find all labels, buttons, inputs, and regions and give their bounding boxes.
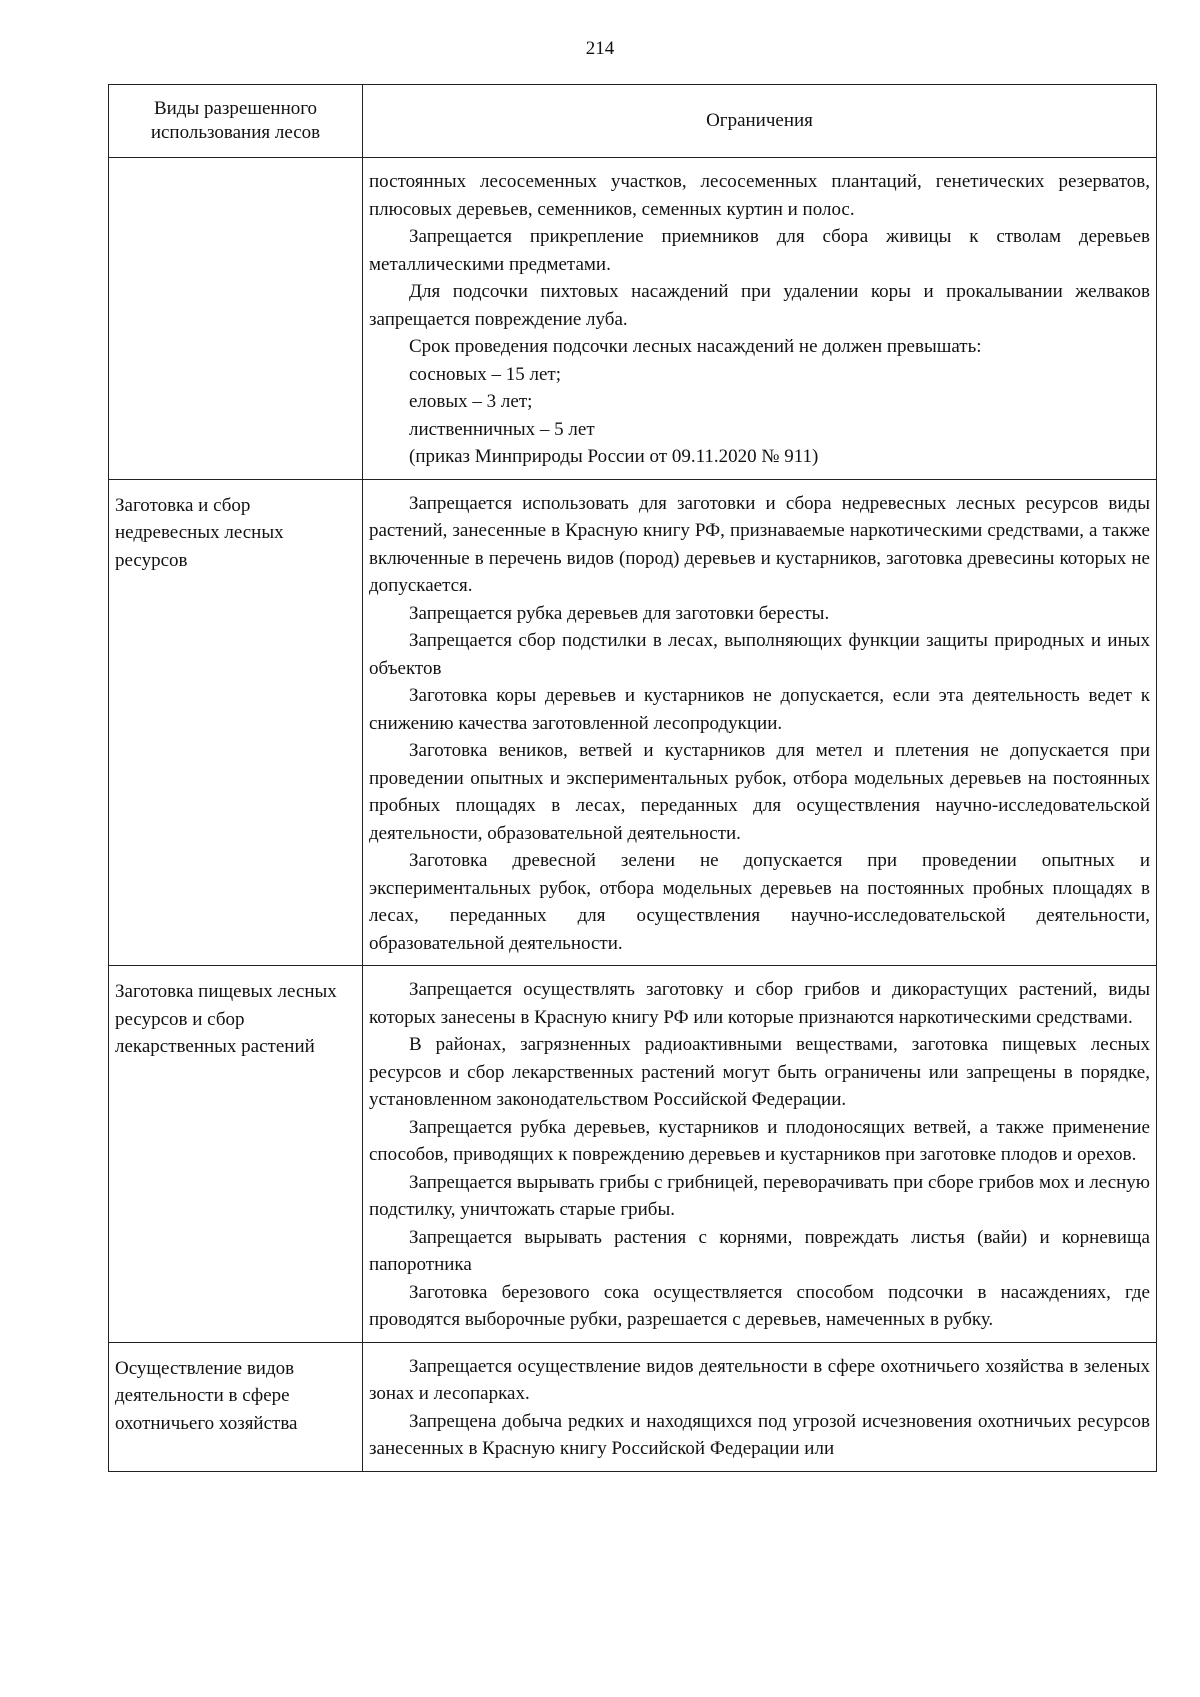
restriction-source-note: (приказ Минприроды России от 09.11.2020 № 911) [409,446,819,467]
row-restrictions [363,1342,1157,1471]
restriction-paragraph: Запрещена добыча редких и находящихся под угрозой исчезновения охотничьих ресурсов занесенных в Красную книгу Российской Федерации или [369,1410,1150,1459]
row-kind: Осуществление видов деятельности в сфере охотничьего хозяйства [109,1342,363,1471]
restriction-list-item: еловых – 3 лет; [409,391,533,412]
header-permitted-use: Виды разрешенного использования лесов [109,85,363,158]
restriction-list-item: лиственничных – 5 лет [409,418,595,440]
row-restrictions [363,158,1157,480]
page-number: 214 [585,38,615,59]
restriction-paragraph: Заготовка коры деревьев и кустарников не допускается, если эта деятельность ведет к снижению качества заготовленной лесопродукции. [369,685,1150,734]
row-kind: Заготовка и сбор недревесных лесных ресурсов [109,479,363,966]
row-restrictions [363,479,1157,966]
restriction-paragraph: Запрещается рубка деревьев, кустарников и плодоносящих ветвей, а также применение способов, приводящих к повреждению деревьев и кустарников при заготовке плодов и орехов. [369,1116,1150,1165]
restriction-paragraph: Заготовка древесной зелени не допускается при проведении опытных и экспериментальных рубок, отбора модельных деревьев на постоянных пробных площадях в лесах, переданных для осуществления научно-исследовательской деятельности, образовательной деятельности. [369,850,1150,954]
restriction-paragraph: Срок проведения подсочки лесных насаждений не должен превышать: [409,336,982,357]
header-restrictions: Ограничения [363,85,1157,158]
restriction-paragraph: Запрещается прикрепление приемников для сбора живицы к стволам деревьев металлическими предметами. [369,226,1150,275]
row-restrictions [363,966,1157,1343]
row-kind: Заготовка пищевых лесных ресурсов и сбор лекарственных растений [109,966,363,1343]
table-row [109,966,1157,1343]
restriction-paragraph: Запрещается сбор подстилки в лесах, выполняющих функции защиты природных и иных объектов [369,630,1150,679]
row-kind [109,158,363,480]
restriction-paragraph: Запрещается вырывать грибы с грибницей, переворачивать при сборе грибов мох и лесную подстилку, уничтожать старые грибы. [369,1171,1150,1220]
restriction-paragraph: Для подсочки пихтовых насаждений при удалении коры и прокалывании желваков запрещается повреждение луба. [369,281,1150,330]
restriction-paragraph: Запрещается осуществление видов деятельности в сфере охотничьего хозяйства в зеленых зонах и лесопарках. [369,1355,1150,1404]
restriction-list-item: сосновых – 15 лет; [409,363,561,385]
restriction-paragraph: Заготовка веников, ветвей и кустарников для метел и плетения не допускается при проведении опытных и экспериментальных рубок, отбора модельных деревьев на постоянных пробных площадях в лесах, переданных для осуществления научно-исследовательской деятельности, образовательной деятельности. [369,740,1150,844]
table-row [109,1342,1157,1471]
restriction-paragraph: Заготовка березового сока осуществляется способом подсочки в насаждениях, где проводятся выборочные рубки, разрешается с деревьев, намеченных в рубку. [369,1281,1150,1330]
restriction-paragraph: Запрещается рубка деревьев для заготовки бересты. [409,602,830,624]
restriction-paragraph: Запрещается использовать для заготовки и сбора недревесных лесных ресурсов виды растений, занесенные в Красную книгу РФ, признаваемые наркотическими средствами, а также включенные в перечень видов (пород) деревьев и кустарников, заготовка древесины которых не допускается. [369,492,1150,596]
restrictions-table [108,84,1157,1472]
restriction-paragraph: Запрещается осуществлять заготовку и сбор грибов и дикорастущих растений, виды которых занесены в Красную книгу РФ или которые признаются наркотическими средствами. [369,979,1150,1028]
table-row [109,479,1157,966]
table-header-row [109,85,1157,158]
table-row [109,158,1157,480]
restriction-paragraph: В районах, загрязненных радиоактивными веществами, заготовка пищевых лесных ресурсов и сбор лекарственных растений могут быть ограничены или запрещены в порядке, установленном законодательством Российской Федерации. [369,1034,1150,1110]
restriction-paragraph: постоянных лесосеменных участков, лесосеменных плантаций, генетических резерватов, плюсовых деревьев, семенников, семенных куртин и полос. [369,171,1150,220]
restriction-paragraph: Запрещается вырывать растения с корнями, повреждать листья (вайи) и корневища папоротника [369,1226,1150,1275]
